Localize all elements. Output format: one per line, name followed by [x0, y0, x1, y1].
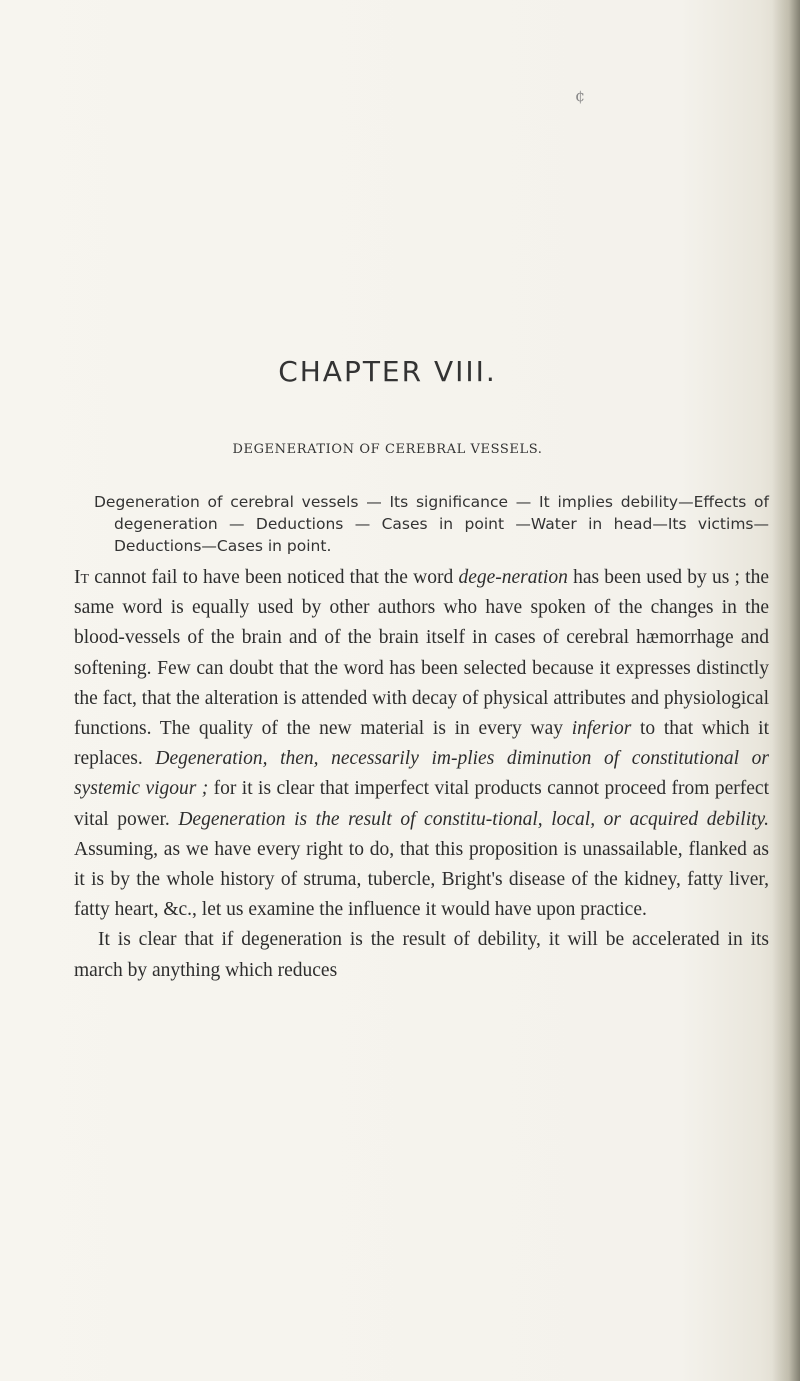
text-segment: Assuming, as we have every right to do, that this proposition is unassailable, flanked as it is by the whole history of struma, tubercle, Bright's disease of the kidney, fatty liver, fatty heart, &c., let us examine the influence it would have upon practice.: [74, 838, 769, 921]
italic-segment: inferior: [571, 718, 632, 740]
italic-segment: Degeneration, then, necessarily im-plies diminution of constitutional or systemic vigour ;: [74, 748, 769, 800]
italic-segment: Degeneration is the result of constitu-tional, local, or acquired debility.: [178, 808, 769, 830]
section-title: DEGENERATION OF CEREBRAL VESSELS.: [232, 442, 543, 457]
paragraph-2: It is clear that if degeneration is the result of debility, it will be accelerated in its march by anything which reduces: [74, 929, 769, 981]
text-segment: for it is clear that imperfect vital products cannot proceed from perfect vital power.: [74, 778, 769, 830]
text-segment: has been used by us ; the same word is equally used by other authors who have spoken of the changes in the blood-vessels of the brain and of the brain itself in cases of cerebral hæmorrhage and softening. Few can doubt that the word has been selected because it expresses distinctly the fact, that the alteration is attended with decay of physical attributes and physiological functions. The quality of the new material is in every way: [74, 567, 769, 740]
text-segment: to that which it replaces.: [74, 718, 770, 770]
text-segment: cannot fail to have been noticed that the word: [89, 567, 459, 588]
page-mark: ¢: [575, 86, 586, 105]
body-text: [74, 563, 769, 986]
lead-word: It: [74, 567, 90, 588]
chapter-title: CHAPTER VIII.: [278, 355, 497, 388]
chapter-summary: Degeneration of cerebral vessels — Its significance — It implies debility—Effects of degeneration — Deductions — Cases in point —Water in head—Its victims—Deductions—Cases in point.: [94, 493, 769, 555]
page-edge-shadow: [772, 0, 800, 1381]
paragraph-1: [74, 563, 769, 925]
italic-segment: dege-neration: [458, 567, 568, 588]
